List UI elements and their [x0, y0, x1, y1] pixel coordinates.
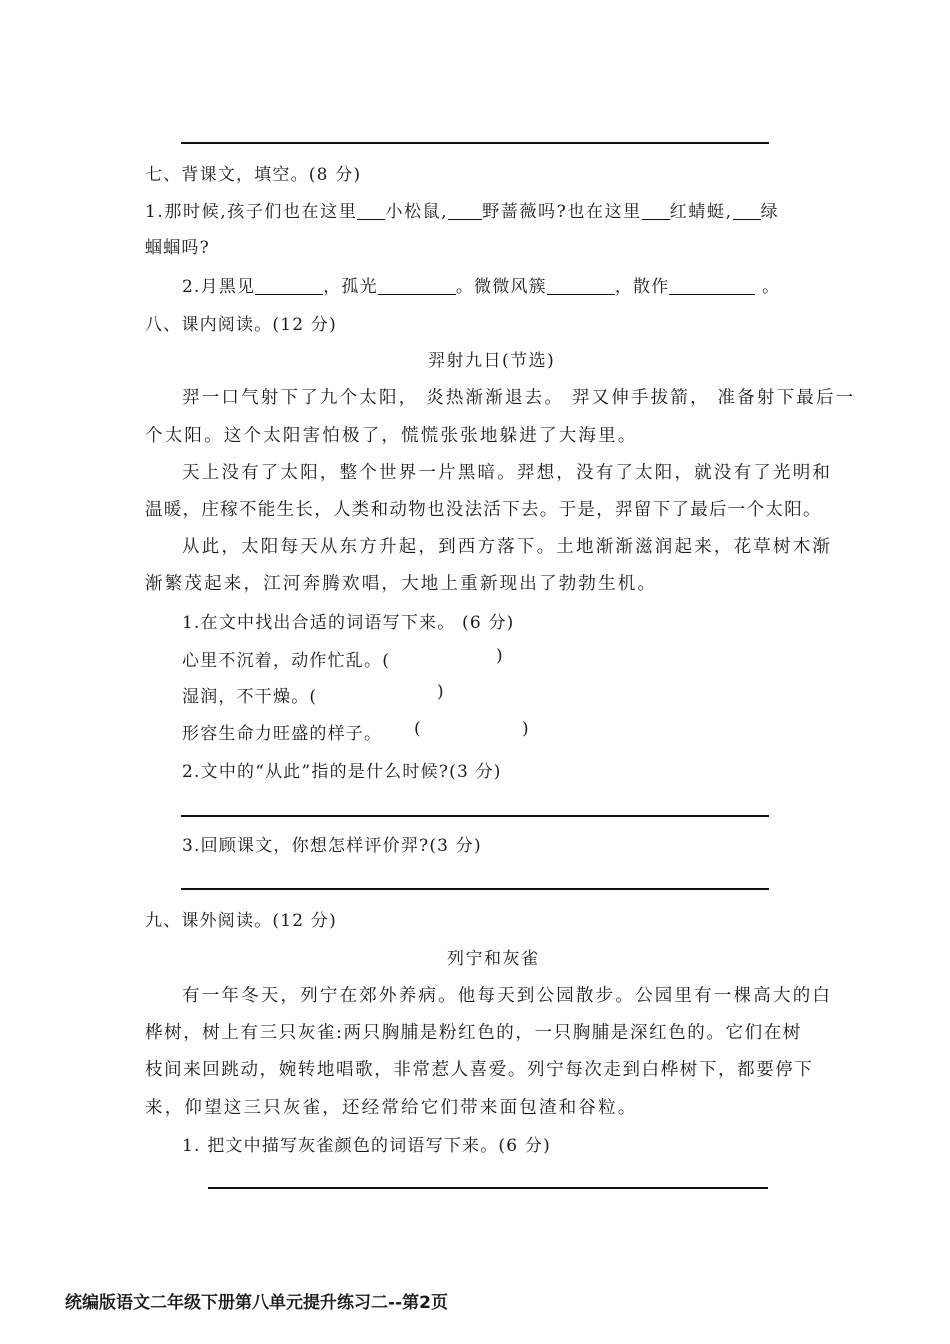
fill-blank[interactable] [642, 201, 670, 220]
question-text: 3.回顾课文，你想怎样评价羿?(3 分) [182, 836, 482, 856]
answer-field[interactable] [425, 719, 520, 741]
text-segment: 小松鼠, [385, 202, 449, 222]
passage-line: 来，仰望这三只灰雀，还经常给它们带来面包渣和谷粒。 [145, 1098, 638, 1118]
section-heading: 七、背课文，填空。(8 分) [145, 165, 362, 185]
passage-title: 羿射九日(节选) [428, 351, 556, 371]
answer-line[interactable] [181, 815, 769, 817]
text-segment: ，孤光 [323, 277, 378, 297]
question-text: 湿润，不干燥。( [182, 687, 318, 707]
fill-blank[interactable] [448, 201, 482, 220]
question-text: 心里不沉着，动作忙乱。( [182, 651, 391, 671]
passage-title: 列宁和灰雀 [447, 949, 540, 969]
text-segment: 绿 [760, 202, 780, 222]
close-paren: ) [437, 682, 445, 702]
passage-line: 天上没有了太阳，整个世界一片黑暗。羿想，没有了太阳，就没有了光明和 [182, 463, 833, 483]
text-segment: 。微微风簇 [455, 277, 547, 297]
passage-line: 从此，太阳每天从东方升起，到西方落下。土地渐渐滋润起来，花草树木渐 [182, 537, 833, 557]
close-paren: ) [522, 719, 530, 739]
text-segment: 。 [762, 277, 781, 297]
fill-blank[interactable] [669, 276, 755, 295]
text-segment: 1.那时候,孩子们也在这里 [145, 202, 358, 222]
fill-blank[interactable] [733, 201, 761, 220]
answer-field[interactable] [330, 682, 430, 704]
question-text: 蝈蝈吗? [145, 238, 210, 258]
fill-blank[interactable] [357, 201, 385, 220]
fill-blank[interactable] [378, 276, 456, 295]
question-text: 形容生命力旺盛的样子。 [182, 724, 383, 744]
question-text: 1.在文中找出合适的词语写下来。 (6 分) [182, 613, 515, 633]
passage-line: 桦树，树上有三只灰雀:两只胸脯是粉红色的，一只胸脯是深红色的。它们在树 [145, 1023, 802, 1043]
passage-line: 有一年冬天，列宁在郊外养病。他每天到公园散步。公园里有一棵高大的白 [182, 986, 833, 1006]
close-paren: ) [496, 646, 504, 666]
question-text: 2.文中的“从此”指的是什么时候?(3 分) [182, 762, 502, 782]
passage-line: 渐繁茂起来，江河奔腾欢唱，大地上重新现出了勃勃生机。 [145, 574, 658, 594]
passage-line: 枝间来回跳动，婉转地唱歌，非常惹人喜爱。列宁每次走到白桦树下，都要停下 [145, 1060, 814, 1080]
passage-line: 温暖，庄稼不能生长，人类和动物也没法活下去。于是，羿留下了最后一个太阳。 [145, 500, 822, 520]
section-heading: 八、课内阅读。(12 分) [145, 315, 337, 335]
answer-field[interactable] [405, 646, 495, 668]
text-segment: 2.月黑见 [182, 277, 256, 297]
section-heading: 九、课外阅读。(12 分) [145, 911, 337, 931]
question-text [182, 272, 780, 297]
fill-blank[interactable] [547, 276, 615, 295]
answer-line[interactable] [208, 1187, 768, 1189]
page-footer: 统编版语文二年级下册第八单元提升练习二--第2页 [65, 1293, 448, 1313]
text-segment: 野蔷薇吗?也在这里 [482, 202, 642, 222]
passage-line: 羿一口气射下了九个太阳， 炎热渐渐退去。 羿又伸手拔箭， 准备射下最后一 [182, 388, 856, 408]
text-segment: 红蜻蜓, [669, 202, 733, 222]
passage-line: 个太阳。这个太阳害怕极了，慌慌张张地躲进了大海里。 [145, 426, 638, 446]
question-text [145, 197, 779, 222]
answer-line [181, 142, 769, 144]
question-text: 1. 把文中描写灰雀颜色的词语写下来。(6 分) [182, 1136, 551, 1156]
open-paren: ( [414, 719, 422, 739]
answer-line[interactable] [181, 888, 769, 890]
text-segment: ，散作 [614, 277, 670, 297]
fill-blank[interactable] [255, 276, 323, 295]
